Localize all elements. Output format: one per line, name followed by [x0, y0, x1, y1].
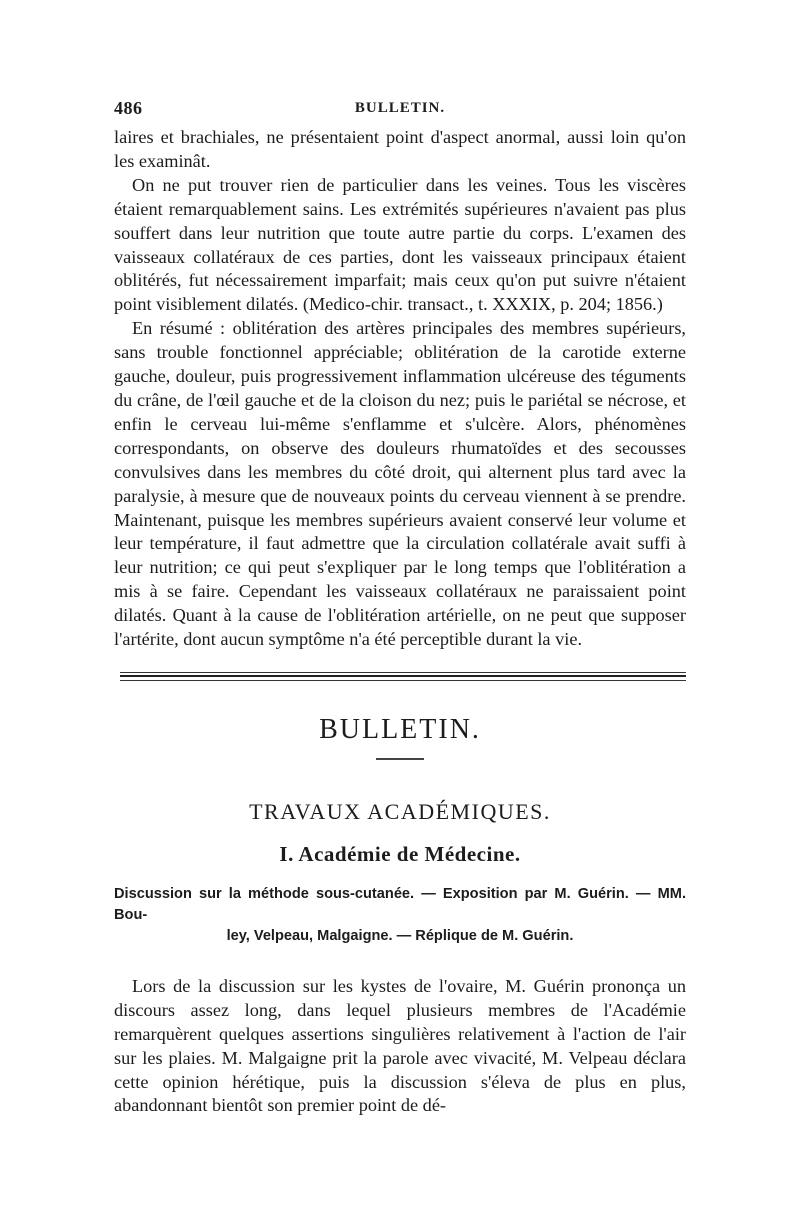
section-title: BULLETIN. [319, 713, 481, 745]
summary-line-1: Discussion sur la méthode sous-cutanée. — Exposition par M. Guérin. — MM. Bou- [114, 885, 686, 923]
summary-line-2: ley, Velpeau, Malgaigne. — Réplique de M. Guérin. [226, 927, 574, 944]
academy-title: I. Académie de Médecine. [279, 841, 521, 866]
discussion-summary [114, 884, 686, 947]
article-body-top [114, 126, 686, 652]
paragraph-continuation: laires et brachiales, ne présentaient point d'aspect anormal, aussi loin qu'on les examinât. [114, 127, 686, 171]
sub-title: TRAVAUX ACADÉMIQUES. [249, 798, 551, 824]
paragraph-summary: En résumé : oblitération des artères principales des membres supérieurs, sans trouble fonctionnel appréciable; oblitération de la carotide externe gauche, douleur, puis progressivement inflammation ulcéreuse des téguments du crâne, de l'œil gauche et de la cloison du nez; puis le pariétal se nécrose, et enfin le cerveau lui-même s'enflamme et s'ulcère. Alors, phénomènes correspondants, on observe des douleurs rhumatoïdes et des secousses convulsives dans les membres du côté droit, qui alternent plus tard avec la paralysie, à mesure que de nouveaux points du cerveau viennent à se prendre. Maintenant, puisque les membres supérieurs avaient conservé leur volume et leur température, il faut admettre que la circulation collatérale avait suffi à leur nutrition; ce qui peut s'expliquer par le long temps que l'oblitération a mis à se faire. Cependant les vaisseaux collatéraux ne paraissaient point dilatés. Quant à la cause de l'oblitération artérielle, on ne peut que supposer l'artérite, dont aucun symptôme n'a été perceptible durant la vie. [114, 318, 686, 650]
running-head: BULLETIN. [354, 100, 446, 116]
page-number: 486 [114, 98, 143, 118]
article-body-bottom [114, 975, 686, 1118]
section-divider [114, 672, 686, 682]
paragraph-veins: On ne put trouver rien de particulier dans les veines. Tous les viscères étaient remarquablement sains. Les extrémités supérieures n'avaient pas plus souffert dans leur nutrition que toute autre partie du corps. L'examen des vaisseaux collatéraux de ces parties, dont les vaisseaux principaux étaient oblitérés, fut nécessairement imparfait; mais ceux qu'on put suivre n'étaient point visiblement dilatés. (Medico-chir. transact., t. XXXIX, p. 204; 1856.) [114, 174, 686, 315]
title-rule [376, 758, 424, 760]
paragraph-discussion: Lors de la discussion sur les kystes de l'ovaire, M. Guérin prononça un discours assez long, dans lequel plusieurs membres de l'Académie remarquèrent quelques assertions singulières relativement à l'action de l'air sur les plaies. M. Malgaigne prit la parole avec vivacité, M. Velpeau déclara cette opinion hérétique, puis la discussion s'éleva de plus en plus, abandonnant bientôt son premier point de dé- [114, 975, 686, 1116]
page-header [114, 98, 686, 126]
page [114, 98, 686, 1118]
